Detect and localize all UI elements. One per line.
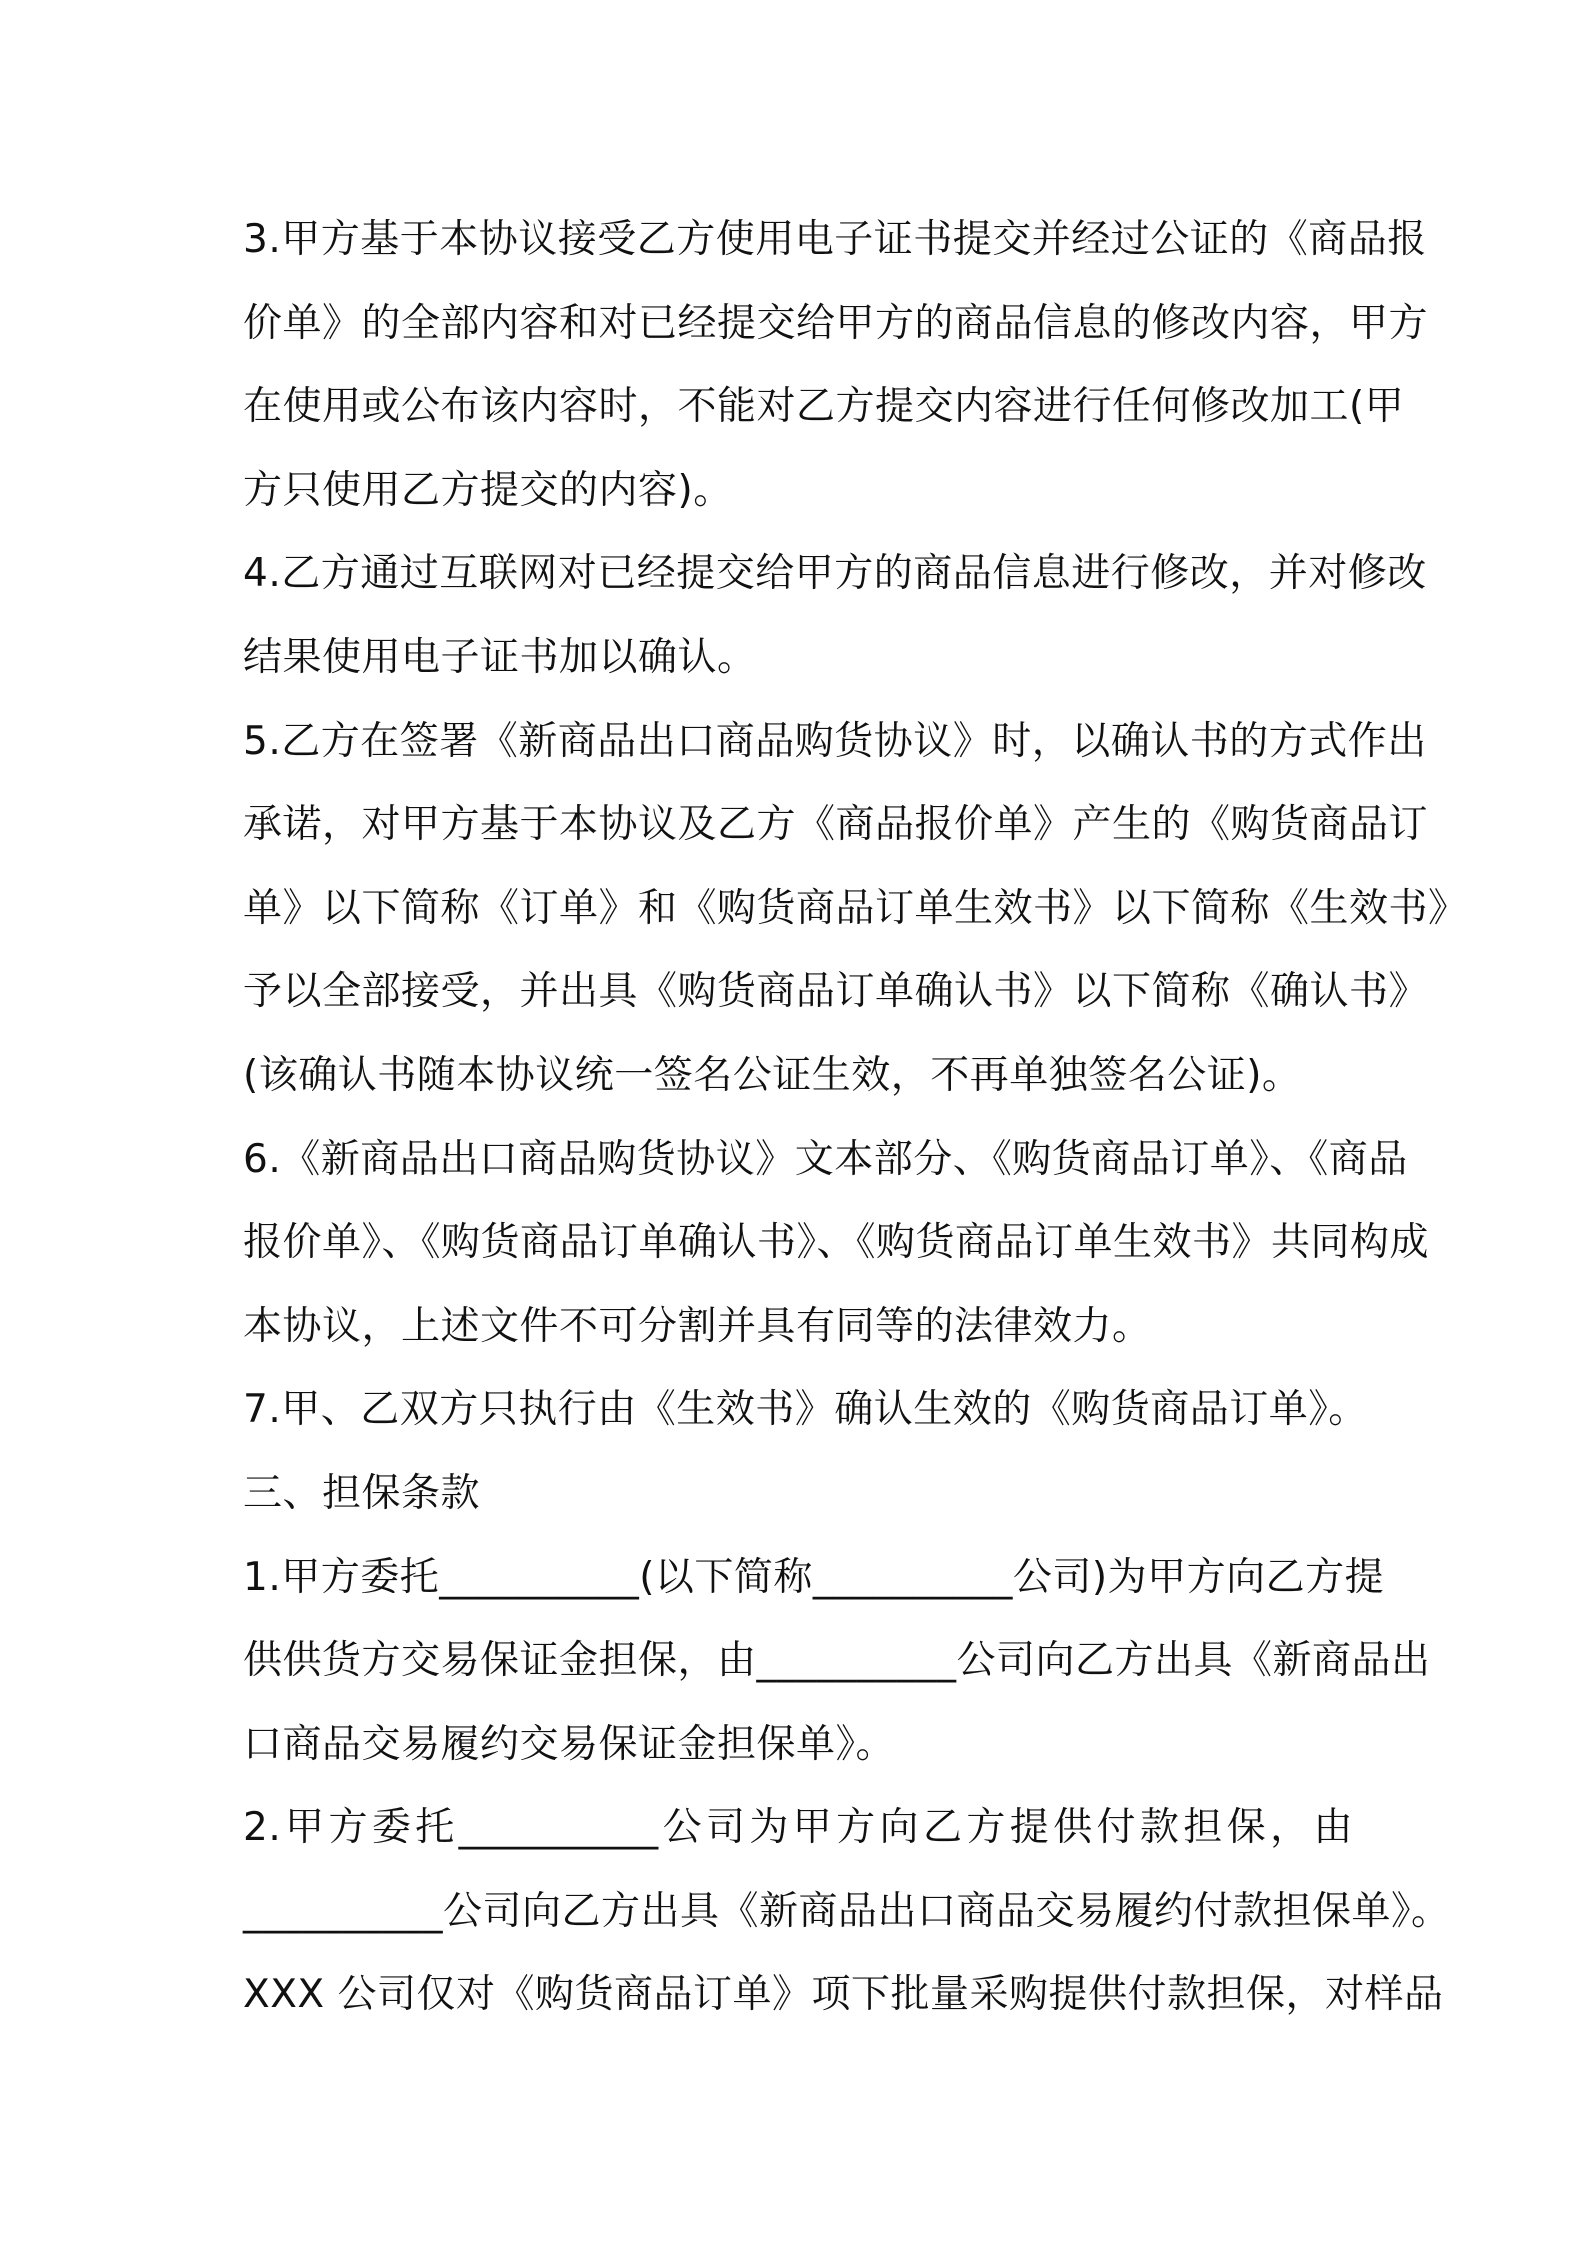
text-line: 予以全部接受，并出具《购货商品订单确认书》以下简称《确认书》	[243, 969, 1429, 1015]
text-line: 4.乙方通过互联网对已经提交给甲方的商品信息进行修改，并对修改	[243, 551, 1427, 597]
document-body	[243, 198, 1468, 2037]
text-line: 本协议，上述文件不可分割并具有同等的法律效力。	[243, 1303, 1152, 1349]
text-line: 方只使用乙方提交的内容)。	[243, 467, 733, 513]
text-line: 结果使用电子证书加以确认。	[243, 634, 757, 680]
text-line: 1.甲方委托__________(以下简称__________公司)为甲方向乙方提	[243, 1554, 1385, 1600]
text-line: __________公司向乙方出具《新商品出口商品交易履约付款担保单》。	[243, 1888, 1451, 1934]
text-line: 在使用或公布该内容时，不能对乙方提交内容进行任何修改加工(甲	[243, 384, 1405, 430]
text-line: 单》以下简称《订单》和《购货商品订单生效书》以下简称《生效书》	[243, 885, 1468, 931]
text-line: 价单》的全部内容和对已经提交给甲方的商品信息的修改内容，甲方	[243, 300, 1429, 346]
text-line: 承诺，对甲方基于本协议及乙方《商品报价单》产生的《购货商品订	[243, 802, 1429, 848]
text-line: 5.乙方在签署《新商品出口商品购货协议》时，以确认书的方式作出	[243, 718, 1427, 764]
text-line: XXX 公司仅对《购货商品订单》项下批量采购提供付款担保，对样品	[243, 1972, 1444, 2018]
text-line: 供供货方交易保证金担保，由__________公司向乙方出具《新商品出	[243, 1638, 1431, 1684]
text-line: 7.甲、乙双方只执行由《生效书》确认生效的《购货商品订单》。	[243, 1387, 1368, 1433]
section-heading: 三、担保条款	[243, 1470, 481, 1516]
text-line: 报价单》、《购货商品订单确认书》、《购货商品订单生效书》共同构成	[243, 1220, 1430, 1266]
text-line: (该确认书随本协议统一签名公证生效，不再单独签名公证)。	[243, 1052, 1302, 1098]
text-line: 口商品交易履约交易保证金担保单》。	[243, 1721, 896, 1767]
text-line: 6.《新商品出口商品购货协议》文本部分、《购货商品订单》、《商品	[243, 1136, 1408, 1182]
text-line: 3.甲方基于本协议接受乙方使用电子证书提交并经过公证的《商品报	[243, 217, 1427, 262]
text-line: 2.甲方委托__________公司为甲方向乙方提供付款担保，由	[243, 1805, 1353, 1851]
